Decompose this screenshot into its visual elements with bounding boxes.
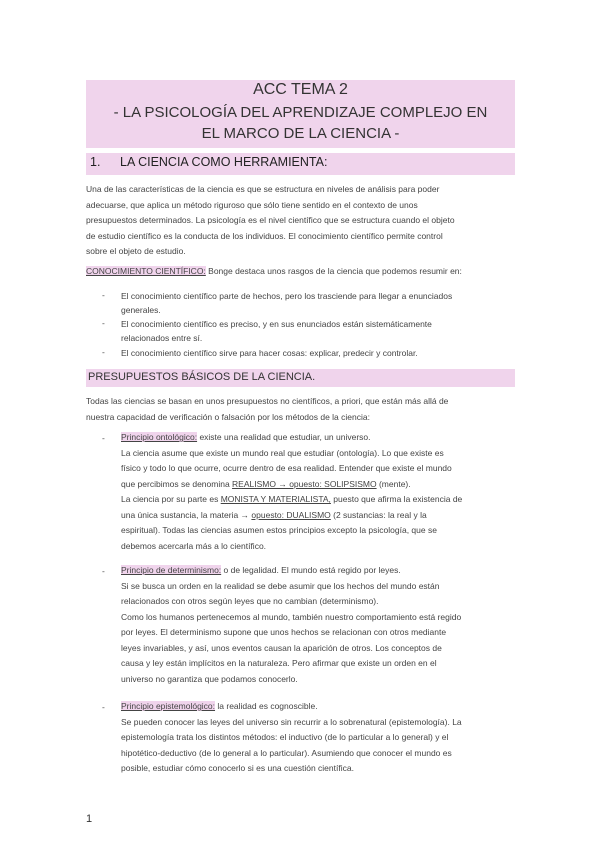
section-1-title: LA CIENCIA COMO HERRAMIENTA:	[120, 155, 328, 169]
intro-paragraph	[86, 182, 516, 260]
section-2-heading	[86, 369, 515, 387]
intro-line: Una de las características de la ciencia es que se estructura en niveles de análisis para poder	[86, 184, 440, 194]
bullet-item: El conocimiento científico es preciso, y en sus enunciados están sistemáticamente relacionados entre sí.	[121, 319, 432, 343]
principle-label: Principio ontológico:	[121, 432, 198, 442]
intro-line: presupuestos determinados. La psicología es el nivel científico que se estructura cuando el objeto	[86, 215, 455, 225]
section-2-title: PRESUPUESTOS BÁSICOS DE LA CIENCIA.	[88, 371, 316, 383]
title-line-3: EL MARCO DE LA CIENCIA -	[201, 125, 400, 142]
principle-label: Principio epistemológico:	[121, 701, 216, 711]
intro-line: adecuarse, que aplica un método riguroso que sólo tiene sentido en el contexto de unos	[86, 199, 418, 210]
principle-dash: -	[102, 433, 105, 443]
principle-dash: -	[102, 566, 105, 576]
intro-line: sobre el objeto de estudio.	[86, 246, 186, 256]
title-line-1: ACC TEMA 2	[253, 81, 348, 98]
conocimiento-label: CONOCIMIENTO CIENTÍFICO:	[86, 266, 206, 276]
bullet-dash: -	[102, 347, 105, 357]
intro2-paragraph: Todas las ciencias se basan en unos presupuestos no científicos, a priori, que están más allá de nuestra capacidad de verificación o falsación por los métodos de la ciencia:	[86, 396, 449, 422]
intro-line: de estudio científico es la conducta de los individuos. El conocimiento científico permite control	[86, 230, 443, 241]
conocimiento-text: Bonge destaca unos rasgos de la ciencia que podemos resumir en:	[205, 266, 462, 276]
bullet-dash: -	[102, 318, 105, 328]
principle-epistemologico: Principio epistemológico: la realidad es cognoscible. Se pueden conocer las leyes del universo sin recurrir a lo sobrenatural (epistemología). La epistemología trata los distintos métodos: el inductivo (de lo particular a lo general) y el hipotético-deductivo (de lo general a lo particular). Asumiendo que conocer el mundo es posible, estudiar cómo conocerlo si es una cuestión científica.	[121, 701, 462, 773]
principle-determinismo: Principio de determinismo: o de legalidad. El mundo está regido por leyes. Si se busca un orden en la realidad se debe asumir que los hechos del mundo están relacionados con otros según leyes que no cambian (determinismo). Como los humanos pertenecemos al mundo, también nuestro comportamiento está regido por leyes. El determinismo supone que unos hechos se relacionan con otros mediante leyes invariables, y así, unos eventos causan la aparición de otros. Los conceptos de causa y ley están implícitos en la naturaleza. Pero afirmar que existe un orden en el universo no garantiza que podamos conocerlo.	[121, 565, 462, 684]
principle-dash: -	[102, 702, 105, 712]
title-line-2: - LA PSICOLOGÍA DEL APRENDIZAJE COMPLEJO EN	[113, 104, 488, 121]
principle-ontologico: Principio ontológico: existe una realidad que estudiar, un universo. La ciencia asume que existe un mundo real que estudiar (ontología). Lo que existe es físico y todo lo que ocurre, ocurre dentro de esa realidad. Entender que existe el mundo que percibimos se denomina REALISMO → opuesto: SOLIPSISMO (mente). La ciencia por su parte es MONISTA Y MATERIALISTA, puesto que afirma la existencia de una única sustancia, la materia → opuesto: DUALISMO (2 sustancias: la real y la espiritual). Todas las ciencias asumen estos principios excepto la psicología, que se debemos acercarla más a lo científico.	[121, 432, 463, 551]
bullet-dash: -	[102, 290, 105, 300]
conocimiento-paragraph	[86, 264, 516, 280]
bullet-item: El conocimiento científico sirve para hacer cosas: explicar, predecir y controlar.	[121, 348, 418, 358]
principle-label: Principio de determinismo:	[121, 565, 222, 575]
page-number: 1	[86, 813, 93, 825]
section-1-heading	[86, 153, 515, 175]
title-block	[86, 80, 515, 148]
section-1-number: 1.	[90, 155, 101, 169]
bullet-item: El conocimiento científico parte de hechos, pero los trasciende para llegar a enunciados generales.	[121, 291, 453, 315]
